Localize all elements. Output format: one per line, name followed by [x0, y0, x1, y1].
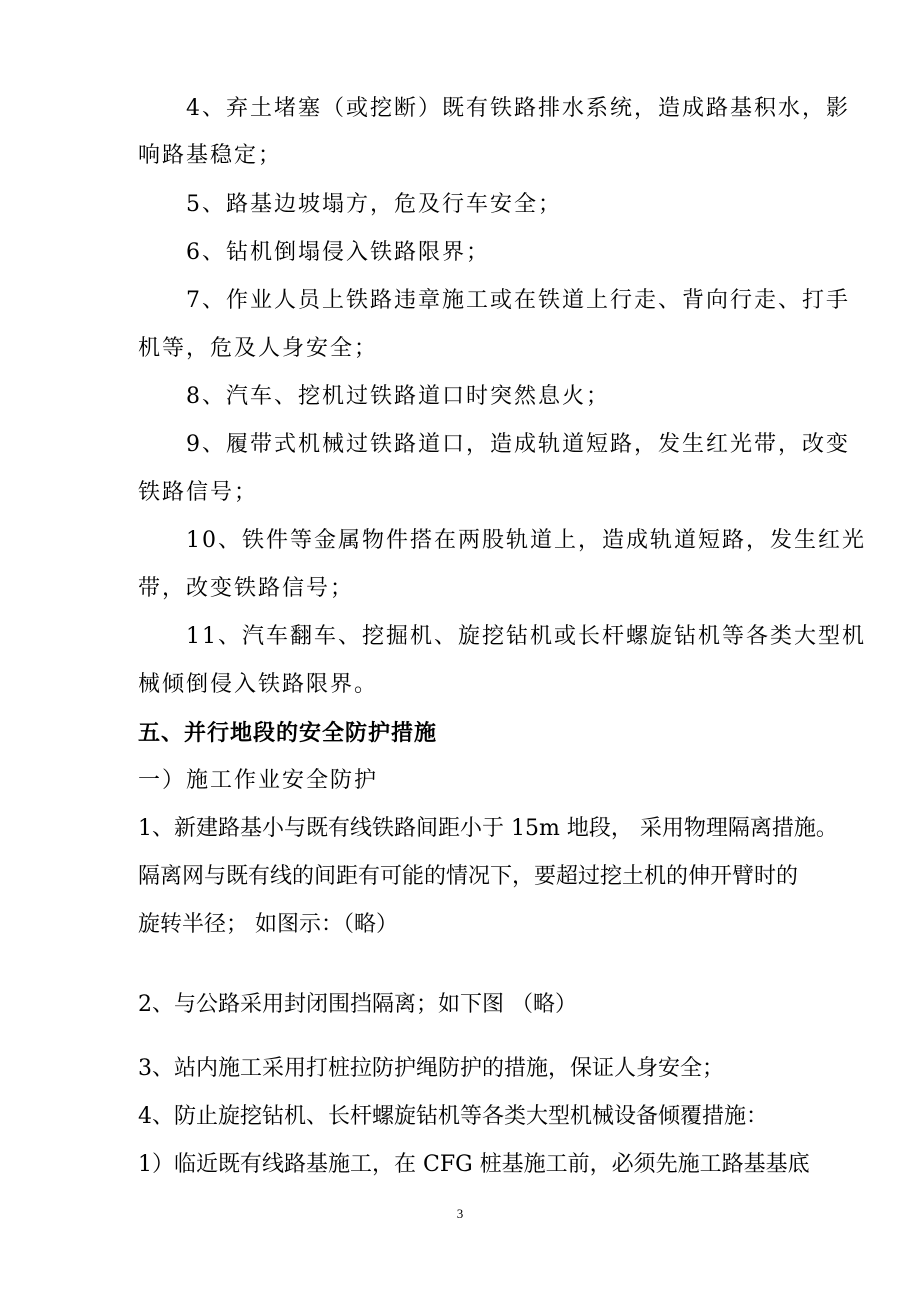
measure-1-line-2: 隔离网与既有线的间距有可能的情况下，要超过挖土机的伸开臂时的: [138, 864, 799, 889]
paragraph-item-10-line-2: 带，改变铁路信号；: [138, 576, 355, 601]
section-heading-5: 五、并行地段的安全防护措施: [138, 720, 438, 746]
paragraph-item-11-line-2: 械倾倒侵入铁路限界。: [138, 672, 379, 697]
measure-4-item-1: 1）临近既有线路基施工，在 CFG 桩基施工前，必须先施工路基基底: [138, 1152, 810, 1177]
paragraph-item-9-line-1: 9、履带式机械过铁路道口，造成轨道短路，发生红光带，改变: [186, 432, 850, 457]
paragraph-item-5: 5、路基边坡塌方，危及行车安全；: [186, 192, 562, 217]
paragraph-item-7-line-2: 机等，危及人身安全；: [138, 336, 379, 361]
paragraph-item-10-line-1: 10、铁件等金属物件搭在两股轨道上，造成轨道短路，发生红光: [186, 528, 866, 553]
measure-1-line-1: 1、新建路基小与既有线铁路间距小于 15m 地段， 采用物理隔离措施。: [138, 816, 838, 841]
subsection-heading-1: 一）施工作业安全防护: [138, 768, 379, 793]
paragraph-item-9-line-2: 铁路信号；: [138, 480, 259, 505]
paragraph-item-6: 6、钻机倒塌侵入铁路限界；: [186, 240, 490, 265]
paragraph-item-8: 8、汽车、挖机过铁路道口时突然息火；: [186, 384, 610, 409]
measure-3: 3、站内施工采用打桩拉防护绳防护的措施，保证人身安全；: [138, 1056, 724, 1081]
measure-1-line-3: 旋转半径； 如图示：（略）: [138, 912, 398, 937]
paragraph-item-4-line-2: 响路基稳定；: [138, 143, 283, 168]
paragraph-item-11-line-1: 11、汽车翻车、挖掘机、旋挖钻机或长杆螺旋钻机等各类大型机: [186, 624, 866, 649]
measure-2: 2、与公路采用封闭围挡隔离；如下图 （略）: [138, 992, 577, 1017]
measure-4: 4、防止旋挖钻机、长杆螺旋钻机等各类大型机械设备倾覆措施：: [138, 1104, 768, 1129]
paragraph-item-7-line-1: 7、作业人员上铁路违章施工或在铁道上行走、背向行走、打手: [186, 288, 850, 313]
paragraph-item-4-line-1: 4、弃土堵塞（或挖断）既有铁路排水系统，造成路基积水，影: [186, 96, 850, 121]
page-number: 3: [456, 1206, 464, 1221]
